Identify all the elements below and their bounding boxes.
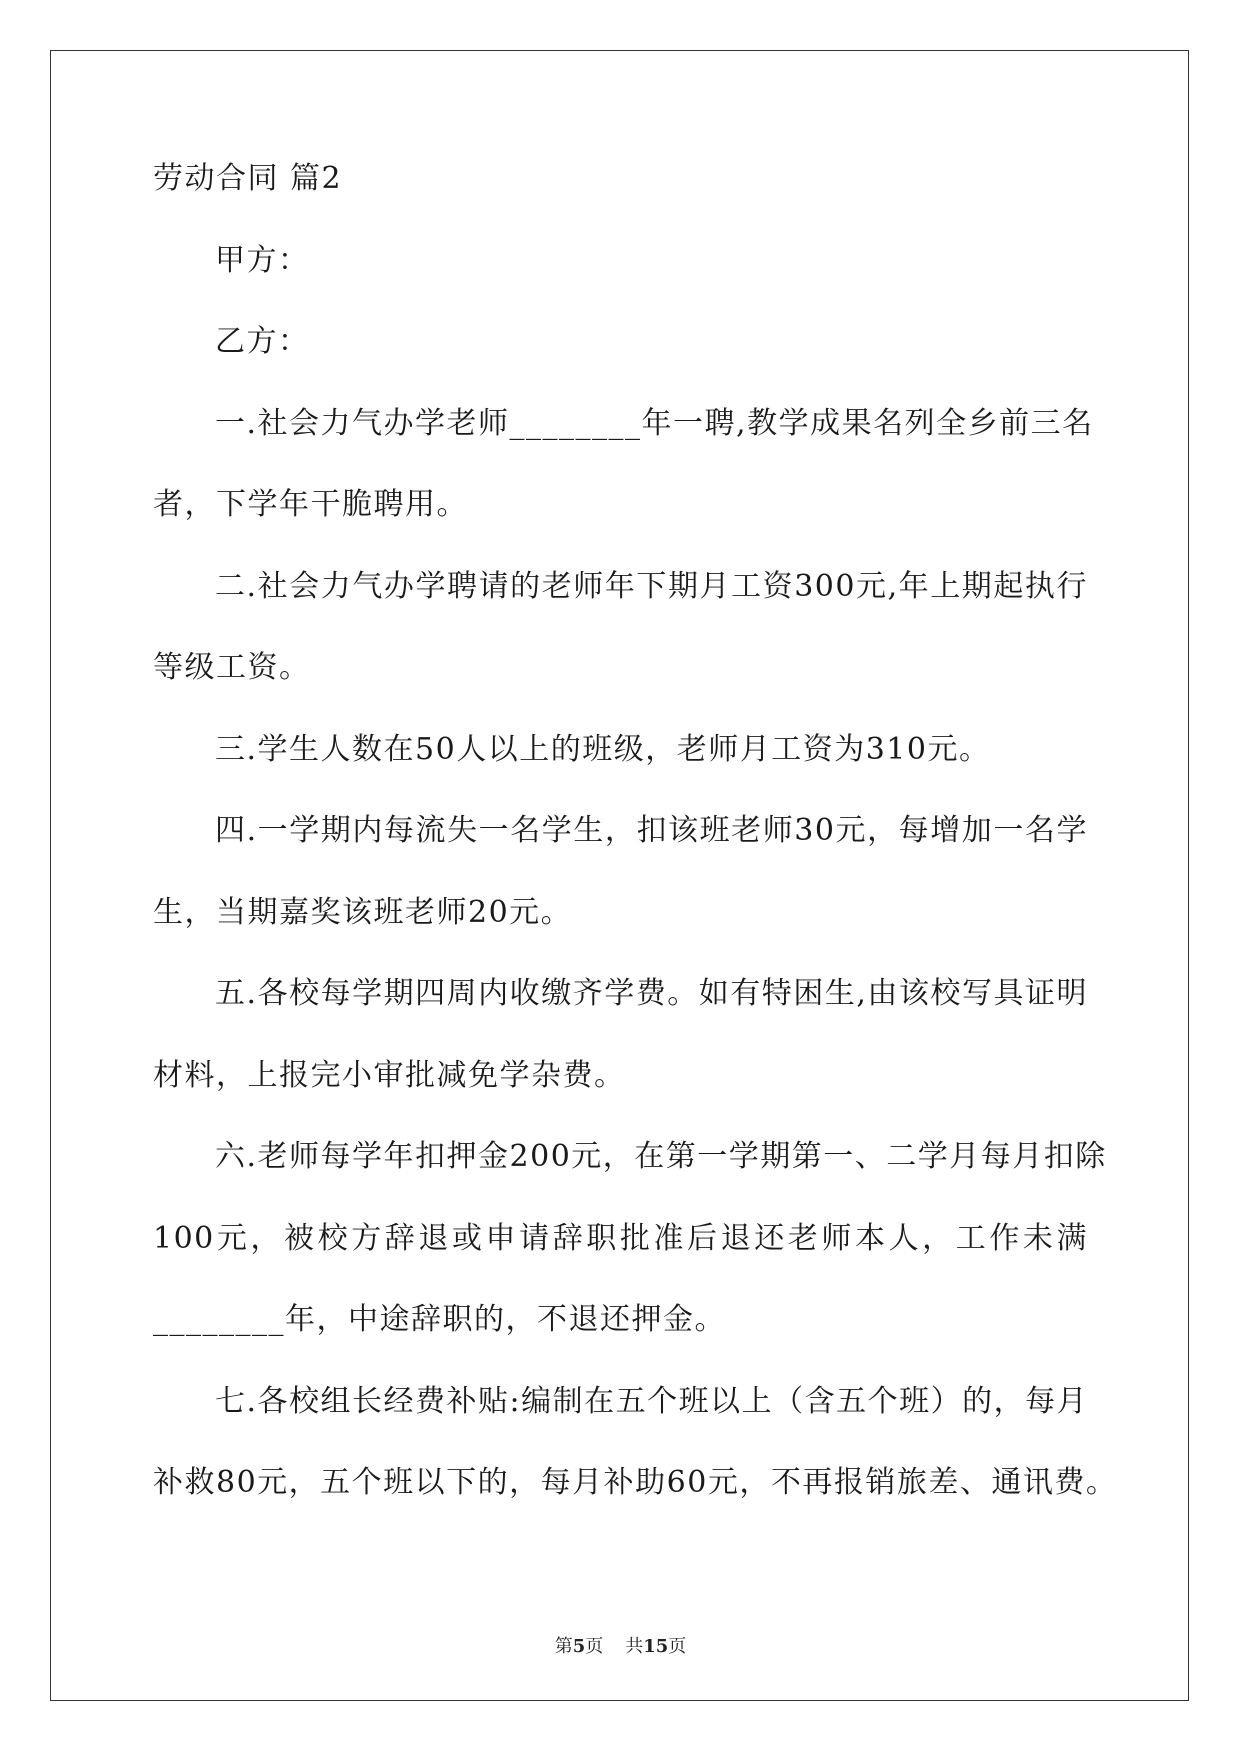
- text-line: 补救80元，五个班以下的，每月补助60元，不再报销旅差、通讯费。: [153, 1465, 1118, 1500]
- total-prefix: 共: [625, 1636, 644, 1657]
- text-line: 六.老师每学年扣押金200元，在第一学期第一、二学月每月扣除: [215, 1139, 1107, 1174]
- text-line: 二.社会力气办学聘请的老师年下期月工资300元,年上期起执行: [215, 568, 1088, 604]
- text-line: 材料，上报完小审批减免学杂费。: [153, 1057, 626, 1093]
- party-a-label: 甲方：: [215, 242, 310, 278]
- text-line: ________年，中途辞职的，不退还押金。: [153, 1302, 726, 1337]
- party-b-label: 乙方：: [215, 324, 310, 359]
- document-title: 劳动合同 篇2: [153, 161, 343, 196]
- document-body: [153, 161, 1118, 1550]
- page-prefix: 第: [554, 1636, 573, 1657]
- text-line: 七.各校组长经费补贴:编制在五个班以上（含五个班）的，每月: [215, 1383, 1089, 1419]
- text-line: 五.各校每学期四周内收缴齐学费。如有特困生,由该校写具证明: [215, 976, 1088, 1011]
- text-line: 100元，被校方辞退或申请辞职批准后退还老师本人，工作未满: [153, 1220, 1088, 1256]
- text-line: 生，当期嘉奖该班老师20元。: [153, 894, 573, 930]
- page-footer: [0, 1632, 1241, 1658]
- text-line: 四.一学期内每流失一名学生，扣该班老师30元，每增加一名学: [215, 813, 1088, 848]
- text-line: 者，下学年干脆聘用。: [153, 487, 468, 522]
- text-line: 一.社会力气办学老师________年一聘,教学成果名列全乡前三名: [215, 405, 1094, 441]
- page-total: 15: [643, 1636, 669, 1657]
- text-line: 等级工资。: [153, 650, 311, 685]
- total-suffix: 页: [668, 1636, 687, 1657]
- text-line: 三.学生人数在50人以上的班级，老师月工资为310元。: [215, 731, 991, 767]
- clauses: [153, 405, 1118, 1550]
- page-current: 5: [572, 1636, 586, 1657]
- page-mid: 页: [585, 1636, 604, 1657]
